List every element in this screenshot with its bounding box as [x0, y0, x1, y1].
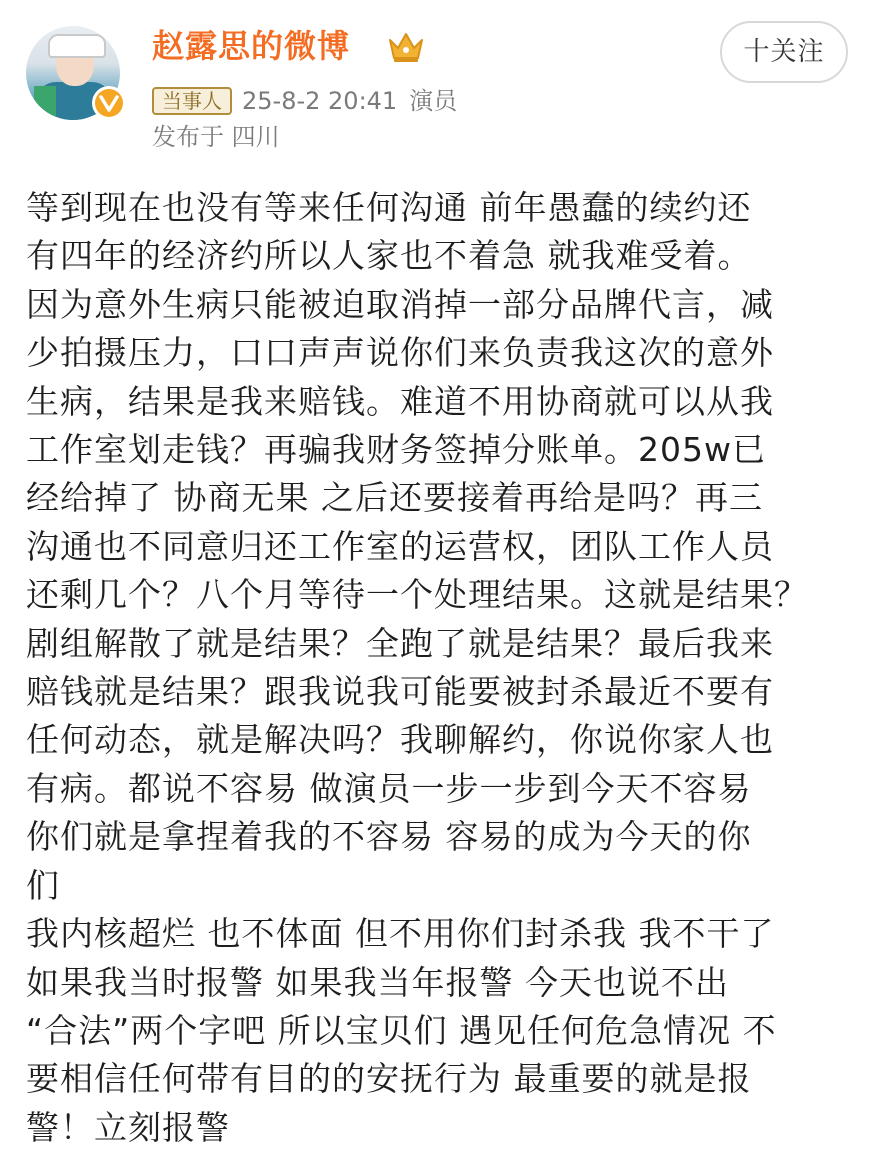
role-tag-badge: 当事人 [152, 87, 232, 115]
avatar-figure-hat [48, 34, 106, 58]
post-line: 经给掉了 协商无果 之后还要接着再给是吗？再三 [26, 478, 763, 518]
post-line: 如果我当时报警 如果我当年报警 今天也说不出 [26, 962, 729, 1002]
post-line: 生病，结果是我来赔钱。难道不用协商就可以从我 [26, 381, 774, 421]
verified-icon [92, 86, 126, 120]
post-line: 你们就是拿捏着我的不容易 容易的成为今天的你 [26, 817, 752, 857]
post-timestamp: 25-8-2 20:41 [242, 87, 398, 115]
post-line: 工作室划走钱？再骗我财务签掉分账单。205w已 [26, 430, 766, 470]
post-line: 等到现在也没有等来任何沟通 前年愚蠢的续约还 [26, 188, 752, 227]
post-line: 少拍摄压力，口口声声说你们来负责我这次的意外 [26, 333, 774, 373]
post-body [26, 184, 856, 1152]
post-line: 赔钱就是结果？跟我说我可能要被封杀最近不要有 [26, 672, 774, 712]
post-source: 演员 [409, 87, 458, 115]
post-line: 警！立刻报警 [26, 1107, 230, 1147]
post-line: 沟通也不同意归还工作室的运营权，团队工作人员 [26, 526, 774, 566]
username[interactable]: 赵露思的微博 [152, 27, 351, 65]
post-line: 有病。都说不容易 做演员一步一步到今天不容易 [26, 768, 752, 808]
post-line: 我内核超烂 也不体面 但不用你们封杀我 我不干了 [26, 914, 775, 954]
post-meta-row [152, 84, 457, 118]
crown-icon[interactable] [386, 30, 426, 64]
post-line: 们 [26, 865, 60, 905]
post-line: 还剩几个？八个月等待一个处理结果。这就是结果？ [26, 575, 808, 615]
post-header [0, 0, 870, 170]
verified-v-glyph [98, 93, 120, 113]
avatar-toy-block [34, 86, 56, 116]
post-line: 任何动态，就是解决吗？我聊解约，你说你家人也 [26, 720, 774, 760]
follow-button[interactable]: 十关注 [720, 21, 848, 83]
post-line: 要相信任何带有目的的安抚行为 最重要的就是报 [26, 1059, 752, 1099]
post-line: “合法”两个字吧 所以宝贝们 遇见任何危急情况 不 [26, 1010, 777, 1050]
post-location: 发布于 四川 [152, 123, 280, 151]
post-line: 有四年的经济约所以人家也不着急 就我难受着。 [26, 236, 752, 276]
post-line: 剧组解散了就是结果？全跑了就是结果？最后我来 [26, 623, 774, 663]
post-line: 因为意外生病只能被迫取消掉一部分品牌代言，减 [26, 284, 774, 324]
